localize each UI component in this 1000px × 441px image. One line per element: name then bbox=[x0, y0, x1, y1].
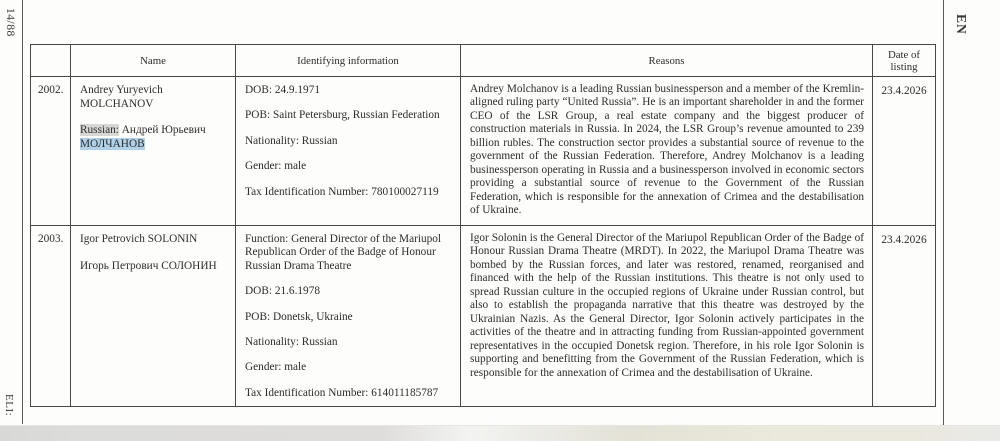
right-margin-rule bbox=[943, 0, 944, 433]
identifying-line: Tax Identification Number: 780100027119 bbox=[245, 185, 439, 198]
identifying-line: Function: General Director of the Mariupol Republican Order of the Badge of Honour Russian Drama Theatre bbox=[245, 233, 442, 272]
table-header-row bbox=[31, 45, 936, 77]
page-number: 14/88 bbox=[4, 8, 16, 37]
search-match-highlight: Russian: bbox=[80, 124, 119, 137]
entry-number: 2002. bbox=[31, 77, 71, 226]
name-cyrillic bbox=[80, 124, 227, 151]
identifying-information-cell bbox=[236, 226, 461, 407]
reasons-text: Andrey Molchanov is a leading Russian businessperson and a member of the Kremlin-aligned ruling party “United Russia”. He is an important shareholder in and the former CEO of the LSR Group, a real estate company and the biggest producer of construction materials in Russia. In 2024, the LSR Group’s revenue amounted to 239 billion rubles. The construction sector provides a substantial source of revenue to the government of the Russian Federation. Therefore, Andrey Molchanov is a leading businessperson operating in Russia and a businessperson involved in economic sectors providing a substantial source of revenue to the Government of the Russian Federation, which is responsible for the annexation of Crimea and the destabilisation of Ukraine. bbox=[461, 77, 873, 226]
name-latin: Igor Petrovich SOLONIN bbox=[80, 233, 198, 245]
date-of-listing: 23.4.2026 bbox=[873, 226, 936, 407]
language-code: EN bbox=[954, 14, 969, 35]
header-date-of-listing: Date of listing bbox=[873, 45, 936, 77]
identifying-line: DOB: 21.6.1978 bbox=[245, 285, 321, 298]
identifying-line: Gender: male bbox=[245, 361, 307, 374]
name-cyrillic-first: Андрей Юрьевич bbox=[121, 124, 206, 137]
selection-highlight: МОЛЧАНОВ bbox=[80, 137, 145, 150]
identifying-line: Nationality: Russian bbox=[245, 336, 338, 349]
header-name: Name bbox=[71, 45, 236, 77]
table-row bbox=[31, 77, 936, 226]
header-number bbox=[31, 45, 71, 77]
eli-label: ELI: bbox=[3, 394, 15, 417]
identifying-line: Tax Identification Number: 614011185787 bbox=[245, 386, 439, 399]
date-of-listing: 23.4.2026 bbox=[873, 77, 936, 226]
window-bottom-strip bbox=[0, 425, 1000, 441]
identifying-line: DOB: 24.9.1971 bbox=[245, 84, 321, 96]
left-margin-rule bbox=[22, 0, 23, 424]
header-identifying-information: Identifying information bbox=[236, 45, 461, 77]
identifying-line: Nationality: Russian bbox=[245, 134, 338, 147]
reasons-text: Igor Solonin is the General Director of the Mariupol Republican Order of the Badge of Honour Russian Drama Theatre (MRDT). In 2022, the Mariupol Drama Theatre was bombed by the Russian forces, and later was restored, renamed, reorganised and financed with the help of the Russian institutions. This theatre is not only used to spread Russian culture in the occupied regions of Ukraine under Russian control, but also to establish the propaganda narrative that this theatre was destroyed by the Ukrainian Nazis. As the General Director, Igor Solonin actively participates in the activities of the theatre and in attracting funding from Russian-appointed government representatives in the occupied Donetsk region. Therefore, in his role Igor Solonin is supporting and benefitting from the Government of the Russian Federation, which is responsible for the annexation of Crimea and the destabilisation of Ukraine. bbox=[461, 226, 873, 407]
name-cell bbox=[71, 77, 236, 226]
identifying-information-cell bbox=[236, 77, 461, 226]
identifying-line: POB: Saint Petersburg, Russian Federation bbox=[245, 109, 440, 122]
header-reasons: Reasons bbox=[461, 45, 873, 77]
identifying-line: Gender: male bbox=[245, 160, 307, 173]
name-cyrillic: Игорь Петрович СОЛОНИН bbox=[80, 259, 217, 272]
entry-number: 2003. bbox=[31, 226, 71, 407]
name-latin: Andrey Yuryevich MOLCHANOV bbox=[80, 84, 163, 110]
name-cell bbox=[71, 226, 236, 407]
sanctions-table bbox=[30, 44, 936, 407]
table-row bbox=[31, 226, 936, 407]
identifying-line: POB: Donetsk, Ukraine bbox=[245, 310, 353, 323]
